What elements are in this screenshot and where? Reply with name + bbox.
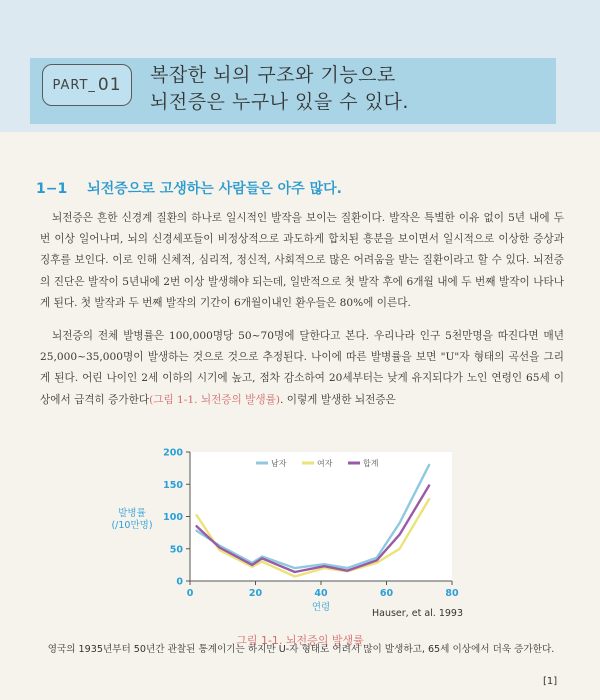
paragraph-1-text: 뇌전증은 흔한 신경계 질환의 하나로 일시적인 발작을 보이는 질환이다. 발작은 특별한 이유 없이 5년 내에 두 번 이상 일어나며, 뇌의 신경세포들이 비정상적으로 과도하게 합치된 흥분을 보이면서 일시적으로 이상한 증상과 징후를 보인다. 이로 인해 신체적, 심리적, 정신적, 사회적으로 많은 어려움을 받는 질환이라고 할 수 있다. 뇌전증의 진단은 발작이 5년내에 2번 이상 발생해야 되는데, 일반적으로 첫 발작 후에 6개월 내에 두 번째 발작이 나타나게 된다. 첫 발작과 두 번째 발작의 기간이 6개월이내인 환우들은 80%에 이른다.	[40, 212, 564, 309]
section-number: 1−1	[36, 181, 68, 197]
part-number: 01	[97, 75, 122, 95]
paragraph-2-tail: . 이렇게 발생한 뇌전증은	[279, 393, 396, 406]
x-axis-label: 연령	[311, 602, 331, 613]
y-tick-label: 0	[176, 576, 183, 588]
y-tick-label: 150	[163, 479, 183, 491]
legend-label: 남자	[271, 459, 287, 468]
page-number: [1]	[543, 676, 558, 687]
legend-label: 합계	[363, 459, 379, 468]
paragraph-2-text: 뇌전증의 전체 발병률은 100,000명당 50~70명에 달한다고 본다. 우리나라 인구 5천만명을 따진다면 매년 25,000~35,000명이 발생하는 것으로 것으로 추정된다. 나이에 따른 발병률을 보면 "U"자 형태의 곡선을 그리게 된다. 어린 나이인 2세 이하의 시기에 높고, 점차 감소하여 20세부터는 낮게 유지되다가 노인 연령인 65세 이상에서 급격히 증가한다	[40, 330, 564, 406]
figure-source: Hauser, et al. 1993	[372, 608, 463, 619]
figure-caption: 그림 1-1. 뇌전증의 발생률	[236, 634, 364, 647]
x-tick-label: 0	[186, 588, 194, 599]
x-tick-label: 60	[379, 588, 394, 599]
x-tick-label: 20	[248, 588, 263, 599]
section-title: 뇌전증으로 고생하는 사람들은 아주 많다.	[87, 181, 342, 197]
y-axis-label: 발병률	[118, 508, 146, 519]
y-tick-label: 100	[163, 512, 183, 523]
x-tick-label: 80	[445, 588, 459, 599]
part-title-line2: 뇌전증은 누구나 있을 수 있다.	[150, 91, 409, 113]
x-tick-label: 40	[314, 588, 328, 599]
figure-reference: (그림 1-1. 뇌전증의 발생률)	[149, 393, 280, 406]
plot-area	[190, 452, 452, 581]
y-axis-label: (/10만명)	[111, 520, 153, 531]
y-tick-label: 200	[163, 447, 183, 459]
y-tick-label: 50	[169, 544, 183, 556]
part-label: PART_	[52, 77, 96, 93]
legend-label: 여자	[317, 459, 333, 468]
figure-description: 영국의 1935년부터 50년간 관찰된 통계이기는 하지만 U-자 형태로 어려서 많이 발생하고, 65세 이상에서 더욱 증가한다.	[47, 644, 555, 655]
part-title-line1: 복잡한 뇌의 구조와 기능으로	[150, 64, 396, 86]
